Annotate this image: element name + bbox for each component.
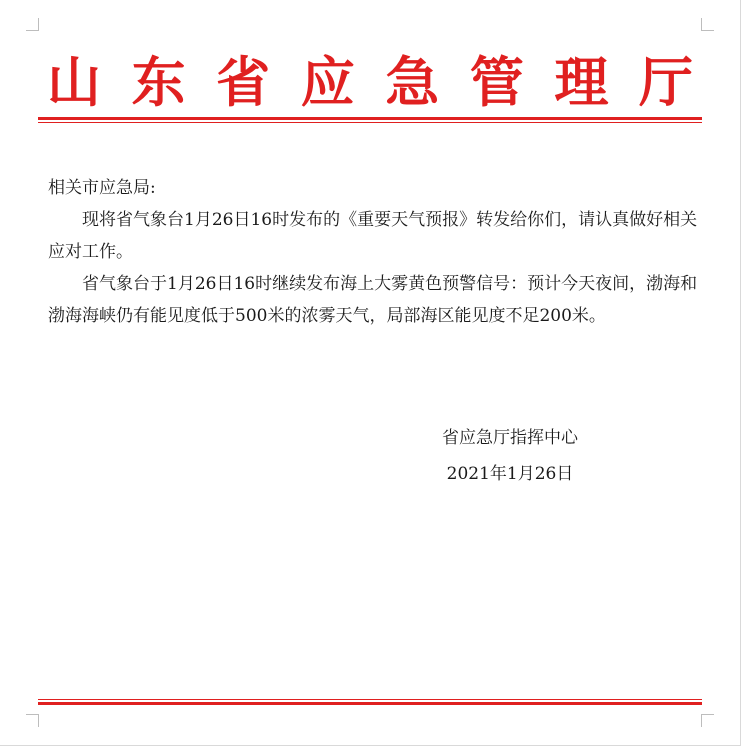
letterhead-char: 急	[385, 50, 440, 114]
letterhead-char: 管	[469, 50, 524, 114]
letterhead-char: 东	[131, 50, 186, 114]
footer-divider	[38, 699, 702, 705]
letterhead-char: 厅	[638, 50, 693, 114]
salutation: 相关市应急局:	[48, 178, 156, 198]
letterhead-char: 理	[554, 50, 609, 114]
header-divider	[38, 117, 702, 123]
letterhead-title	[38, 52, 702, 112]
crop-mark-bottom-left	[26, 714, 39, 727]
crop-mark-top-right	[701, 18, 714, 31]
paragraph-forwarding-notice: 现将省气象台1月26日16时发布的《重要天气预报》转发给你们，请认真做好相关应对工作。	[48, 210, 698, 262]
paragraph-fog-warning: 省气象台于1月26日16时继续发布海上大雾黄色预警信号：预计今天夜间，渤海和渤海海峡仍有能见度低于500米的浓雾天气，局部海区能见度不足200米。	[48, 274, 698, 326]
signature-organization: 省应急厅指挥中心	[442, 428, 578, 448]
letterhead-char: 省	[216, 50, 271, 114]
crop-mark-top-left	[26, 18, 39, 31]
signature-date: 2021年1月26日	[446, 464, 574, 484]
crop-mark-bottom-right	[701, 714, 714, 727]
letterhead-char: 山	[47, 50, 101, 114]
letterhead-char: 应	[300, 50, 355, 114]
letter-body	[48, 172, 698, 332]
